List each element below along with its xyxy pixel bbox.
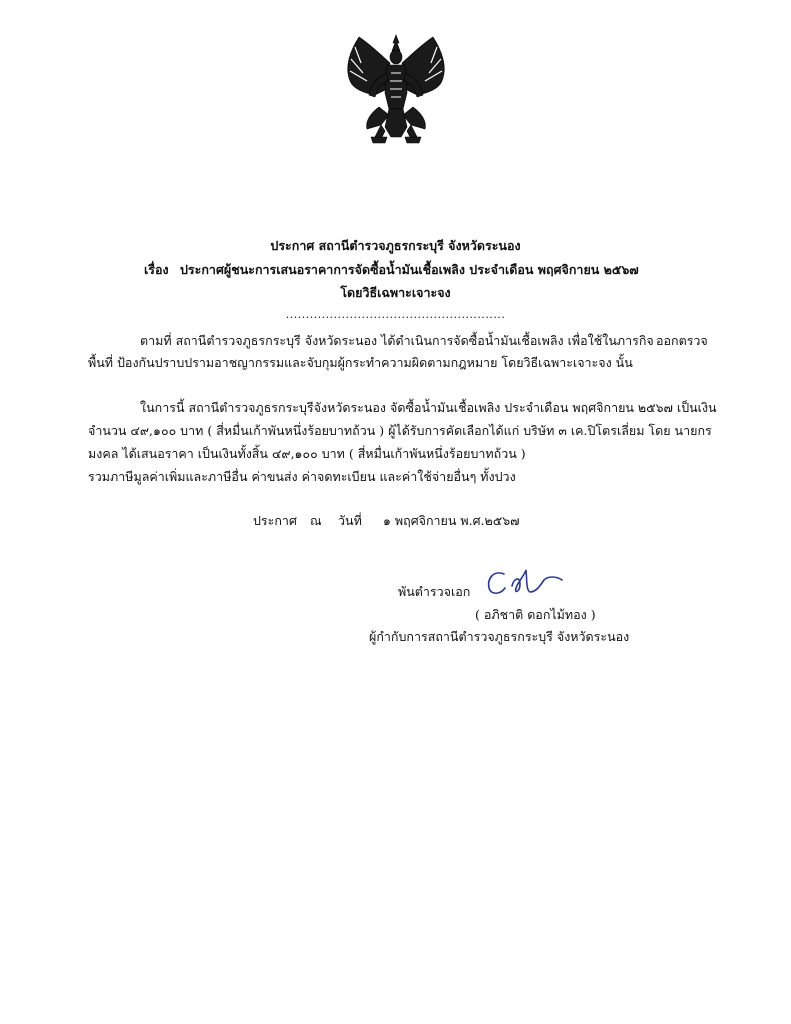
paragraph-1-line-2: พื้นที่ ป้องกันปราบปรามอาชญากรรมและจับกุมผู้กระทำความผิดตามกฎหมาย โดยวิธีเฉพาะเจาะจง นั้น <box>88 355 633 370</box>
date-at-label: ณ <box>310 513 322 528</box>
announcement-subject: ประกาศผู้ชนะการเสนอราคาการจัดซื้อน้ำมันเชื้อเพลิง ประจำเดือน พฤศจิกายน ๒๕๖๗ <box>180 262 639 277</box>
paragraph-2-line-3: มงคล ได้เสนอราคา เป็นเงินทั้งสิ้น ๔๙,๑๐๐ บาท ( สี่หมื่นเก้าพันหนึ่งร้อยบาทถ้วน ) <box>88 446 526 461</box>
paragraph-1-line-1: ตามที่ สถานีตำรวจภูธรกระบุรี จังหวัดระนอง ได้ดำเนินการจัดซื้อน้ำมันเชื้อเพลิง เพื่อใช้ในภารกิจ <box>140 333 654 348</box>
paragraph-2-line-2: จำนวน ๔๙,๑๐๐ บาท ( สี่หมื่นเก้าพันหนึ่งร้อยบาทถ้วน ) ผู้ได้รับการคัดเลือกได้แก่ บริษัท ๓ เค.ปิโตรเลี่ยม โดย นายกร <box>88 423 712 438</box>
announcement-title: ประกาศ สถานีตำรวจภูธรกระบุรี จังหวัดระนอง <box>270 238 521 253</box>
paragraph-1-line-1-end: ออกตรวจ <box>656 333 708 348</box>
paragraph-2-line-1: ในการนี้ สถานีตำรวจภูธรกระบุรีจังหวัดระนอง จัดซื้อน้ำมันเชื้อเพลิง ประจำเดือน พฤศจิกายน ๒๕๖๗ เป็นเงิน <box>140 400 717 415</box>
signer-name: ( อภิชาติ ดอกไม้ทอง ) <box>475 607 596 622</box>
signer-rank: พันตำรวจเอก <box>398 584 471 599</box>
subject-prefix: เรื่อง <box>144 262 169 277</box>
garuda-emblem <box>341 33 451 145</box>
date-announce-label: ประกาศ <box>253 513 297 528</box>
signer-position: ผู้กำกับการสถานีตำรวจภูธรกระบุรี จังหวัดระนอง <box>369 629 630 644</box>
handwritten-signature <box>484 564 564 600</box>
separator-dots: ....................................................... <box>285 308 506 321</box>
date-day-label: วันที่ <box>338 513 362 528</box>
procurement-method: โดยวิธีเฉพาะเจาะจง <box>340 285 451 300</box>
paragraph-2-line-4: รวมภาษีมูลค่าเพิ่มและภาษีอื่น ค่าขนส่ง ค่าจดทะเบียน และค่าใช้จ่ายอื่นๆ ทั้งปวง <box>88 469 516 484</box>
announcement-date: ๑ พฤศจิกายน พ.ศ.๒๕๖๗ <box>383 513 520 528</box>
